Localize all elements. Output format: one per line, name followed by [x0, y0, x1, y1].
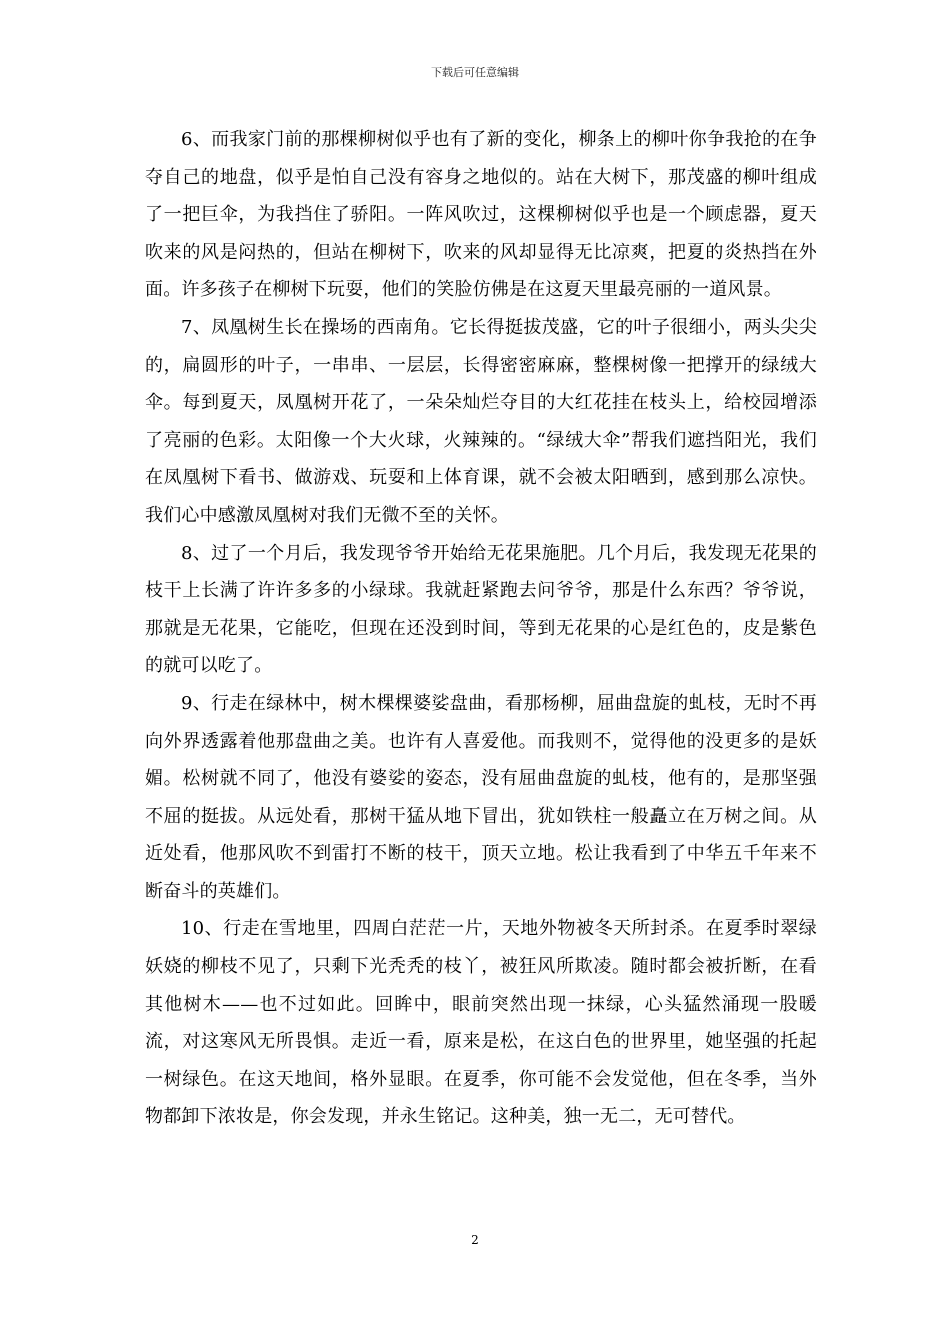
- paragraph-7: 7、凤凰树生长在操场的西南角。它长得挺拔茂盛，它的叶子很细小，两头尖尖的，扁圆形的叶子，一串串、一层层，长得密密麻麻，整棵树像一把撑开的绿绒大伞。每到夏天，凤凰树开花了，一朵朵灿烂夺目的大红花挂在枝头上，给校园增添了亮丽的色彩。太阳像一个大火球，火辣辣的。“绿绒大伞”帮我们遮挡阳光，我们在凤凰树下看书、做游戏、玩耍和上体育课，就不会被太阳晒到，感到那么凉快。我们心中感激凤凰树对我们无微不至的关怀。: [145, 316, 817, 526]
- paragraph-8: 8、过了一个月后，我发现爷爷开始给无花果施肥。几个月后，我发现无花果的枝干上长满了许许多多的小绿球。我就赶紧跑去问爷爷，那是什么东西？爷爷说，那就是无花果，它能吃，但现在还没到时间，等到无花果的心是红色的，皮是紫色的就可以吃了。: [145, 542, 817, 677]
- paragraph-10: 10、行走在雪地里，四周白茫茫一片，天地外物被冬天所封杀。在夏季时翠绿妖娆的柳枝不见了，只剩下光秃秃的枝丫，被狂风所欺凌。随时都会被折断，在看其他树木——也不过如此。回眸中，眼前突然出现一抹绿，心头猛然涌现一股暖流，对这寒风无所畏惧。走近一看，原来是松，在这白色的世界里，她坚强的托起一树绿色。在这天地间，格外显眼。在夏季，你可能不会发觉他，但在冬季，当外物都卸下浓妆是，你会发现，并永生铭记。这种美，独一无二，无可替代。: [145, 918, 817, 1128]
- page-number: 2: [471, 1233, 479, 1247]
- document-body: [145, 121, 817, 1136]
- page-header-note: 下载后可任意编辑: [431, 66, 519, 79]
- paragraph-6: 6、而我家门前的那棵柳树似乎也有了新的变化，柳条上的柳叶你争我抢的在争夺自己的地盘，似乎是怕自己没有容身之地似的。站在大树下，那茂盛的柳叶组成了一把巨伞，为我挡住了骄阳。一阵风吹过，这棵柳树似乎也是一个顾虑器，夏天吹来的风是闷热的，但站在柳树下，吹来的风却显得无比凉爽，把夏的炎热挡在外面。许多孩子在柳树下玩耍，他们的笑脸仿佛是在这夏天里最亮丽的一道风景。: [145, 129, 817, 301]
- paragraph-9: 9、行走在绿林中，树木棵棵婆娑盘曲，看那杨柳，屈曲盘旋的虬枝，无时不再向外界透露着他那盘曲之美。也许有人喜爱他。而我则不，觉得他的没更多的是妖媚。松树就不同了，他没有婆娑的姿态，没有屈曲盘旋的虬枝，他有的，是那坚强不屈的挺拔。从远处看，那树干猛从地下冒出，犹如铁柱一般矗立在万树之间。从近处看，他那风吹不到雷打不断的枝干，顶天立地。松让我看到了中华五千年来不断奋斗的英雄们。: [145, 692, 817, 902]
